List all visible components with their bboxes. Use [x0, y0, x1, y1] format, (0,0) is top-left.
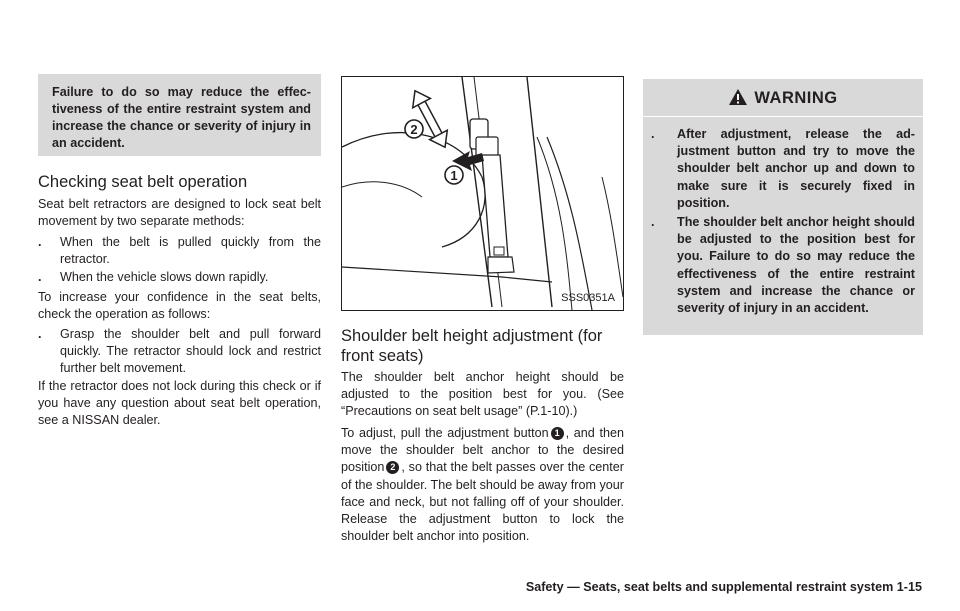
warning-title: [643, 88, 923, 108]
shoulder-belt-figure: [341, 76, 624, 311]
adjustment-heading: Shoulder belt height adjustment (for front seats): [341, 327, 603, 365]
checking-para2: To increase your confidence in the seat belts, check the operation as follows:: [38, 290, 321, 322]
bullet-dot: .: [38, 327, 42, 341]
marker-2-label: 2: [410, 122, 418, 137]
bullet-dot: .: [651, 215, 655, 229]
warning-item-text: The shoulder belt anchor height should be adjusted to the position best for you. Failure to do so may reduce the effectiveness of the entire restraint system and increase the chance or severity of injury in an accident.: [677, 215, 915, 316]
adjustment-para2-c: , so that the belt passes over the center of the shoulder. The belt should be away from your face and neck, but not falling off of your shoulder. Release the adjustment button to lock the shoulder belt anchor into position.: [341, 460, 624, 544]
checking-para3: If the retractor does not lock during this check or if you have any question about seat belt operation, see a NISSAN dealer.: [38, 379, 321, 428]
marker-1-icon: [445, 166, 463, 184]
bullet-dot: .: [38, 235, 42, 249]
bullet-text: Grasp the shoulder belt and pull forward quickly. The retractor should lock and restrict further belt movement.: [60, 327, 321, 376]
failure-note-text: Failure to do so may reduce the effectiveness of the entire restraint system and increase the chance or severity of injury in an accident.: [52, 85, 311, 150]
figure-code: SSS0351A: [561, 292, 615, 304]
bullet-text: When the belt is pulled quickly from the retractor.: [60, 235, 321, 267]
bullet-item: [38, 326, 321, 378]
marker-2-icon: [405, 120, 423, 138]
adjustment-para2-a: To adjust, pull the adjustment button: [341, 426, 549, 440]
seat-belt-illustration: [342, 77, 623, 310]
bullet-dot: .: [38, 270, 42, 284]
marker-1-label: 1: [450, 168, 458, 183]
bullet-item: [38, 269, 321, 286]
marker-2-inline-icon: 2: [386, 461, 399, 474]
bullet-item: [38, 234, 321, 268]
adjustment-para1: The shoulder belt anchor height should be adjusted to the position best for you. (See “Precautions on seat belt usage” (P.1-10).): [341, 370, 624, 419]
warning-title-text: WARNING: [754, 89, 838, 107]
warning-item: [651, 214, 915, 317]
adjustment-para2-b: , and then move the shoulder belt anchor to the desired position: [341, 426, 624, 475]
bullet-text: When the vehicle slows down rapidly.: [60, 270, 269, 284]
page-footer: Safety — Seats, seat belts and supplemental restraint system 1-15: [525, 580, 922, 594]
warning-item-text: After adjustment, release the adjustment button and try to move the shoulder belt anchor up and down to make sure it is securely fixed in position.: [677, 127, 915, 210]
adjustment-para2: [341, 425, 624, 545]
checking-intro: Seat belt retractors are designed to lock seat belt movement by two separate methods:: [38, 197, 321, 229]
checking-heading: Checking seat belt operation: [38, 173, 248, 191]
marker-1-inline-icon: 1: [551, 427, 564, 440]
warning-item: [651, 126, 915, 212]
bullet-dot: .: [651, 127, 655, 141]
warning-triangle-icon: [728, 88, 748, 106]
